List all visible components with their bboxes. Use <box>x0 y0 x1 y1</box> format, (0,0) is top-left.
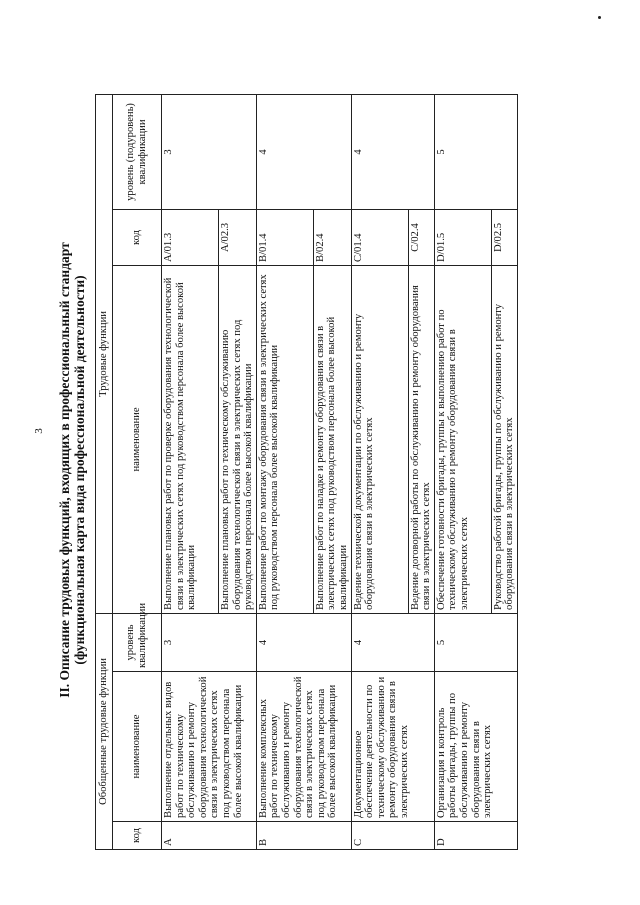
header-labor: Трудовые функции <box>96 94 113 613</box>
header-name: наименование <box>113 672 162 822</box>
function-name: Руководство работой бригады, группы по обслуживанию и ремонту оборудования связи в электрических сетях <box>491 265 517 613</box>
group-name: Выполнение отдельных видов работ по техническому обслуживанию и ремонту оборудования технологической связи в электрических сетях под руководством персонала более высокой квалификации <box>162 672 257 822</box>
rotated-content <box>55 90 595 850</box>
function-code: D/01.5 <box>434 209 491 265</box>
scan-speck <box>598 16 601 19</box>
group-code: D <box>434 822 517 850</box>
table-row <box>434 94 491 849</box>
header-sub-row <box>113 94 162 849</box>
function-code: A/01.3 <box>162 209 219 265</box>
function-name: Выполнение плановых работ по техническому обслуживанию оборудования технологической связи в электрических сетях под руководством персонала более высокой квалификации <box>219 265 257 613</box>
header-generalized: Обобщенные трудовые функции <box>96 613 113 849</box>
group-name: Организация и контроль работы бригады, группы по обслуживанию и ремонту оборудования связи в электрических сетях <box>434 672 517 822</box>
function-name: Обеспечение готовности бригады, группы к выполнению работ по техническому обслуживанию и ремонту оборудования связи в электрических сетях <box>434 265 491 613</box>
group-code: A <box>162 822 257 850</box>
function-code: B/01.4 <box>256 209 313 265</box>
section-heading <box>55 90 95 850</box>
heading-line-1: II. Описание трудовых функций, входящих в профессиональный стандарт <box>57 242 72 698</box>
group-level: 3 <box>162 613 257 671</box>
function-sublevel: 4 <box>256 94 351 209</box>
group-code: B <box>256 822 351 850</box>
group-name: Выполнение комплексных работ по техническому обслуживанию и ремонту оборудования технологической связи в электрических сетях под руководством персонала более высокой квалификации <box>256 672 351 822</box>
function-code: A/02.3 <box>219 209 257 265</box>
table-row <box>351 94 408 849</box>
function-name: Выполнение работ по наладке и ремонту оборудования связи в электрических сетях под руководством персонала более высокой квалификации <box>313 265 351 613</box>
page-number: 3 <box>32 428 45 434</box>
group-level: 4 <box>351 613 434 671</box>
group-code: C <box>351 822 434 850</box>
function-sublevel: 5 <box>434 94 517 209</box>
function-sublevel: 4 <box>351 94 434 209</box>
header-sublevel: уровень (подуровень) квалификации <box>113 94 162 209</box>
function-name: Выполнение плановых работ по проверке оборудования технологической связи в электрических сетях под руководством персонала более высокой квалификации <box>162 265 219 613</box>
table-row <box>162 94 219 849</box>
function-code: B/02.4 <box>313 209 351 265</box>
header-tf-name: наименование <box>113 265 162 613</box>
group-level: 4 <box>256 613 351 671</box>
function-sublevel: 3 <box>162 94 257 209</box>
function-name: Ведение технической документации по обслуживанию и ремонту оборудования связи в электрических сетях <box>351 265 408 613</box>
function-code: D/02.5 <box>491 209 517 265</box>
header-level: уровень квалификации <box>113 613 162 671</box>
function-code: C/02.4 <box>408 209 434 265</box>
function-name: Ведение договорной работы по обслуживанию и ремонту оборудования связи в электрических сетях <box>408 265 434 613</box>
group-level: 5 <box>434 613 517 671</box>
functional-map-table <box>95 94 518 850</box>
heading-line-2: (функциональная карта вида профессиональной деятельности) <box>72 275 87 665</box>
header-group-row <box>96 94 113 849</box>
table-row <box>256 94 313 849</box>
header-tf-code: код <box>113 209 162 265</box>
function-name: Выполнение работ по монтажу оборудования связи в электрических сетях под руководством персонала более высокой квалификации <box>256 265 313 613</box>
group-name: Документационное обеспечение деятельности по техническому обслуживанию и ремонту оборудования связи в электрических сетях <box>351 672 434 822</box>
function-code: C/01.4 <box>351 209 408 265</box>
header-code: код <box>113 822 162 850</box>
